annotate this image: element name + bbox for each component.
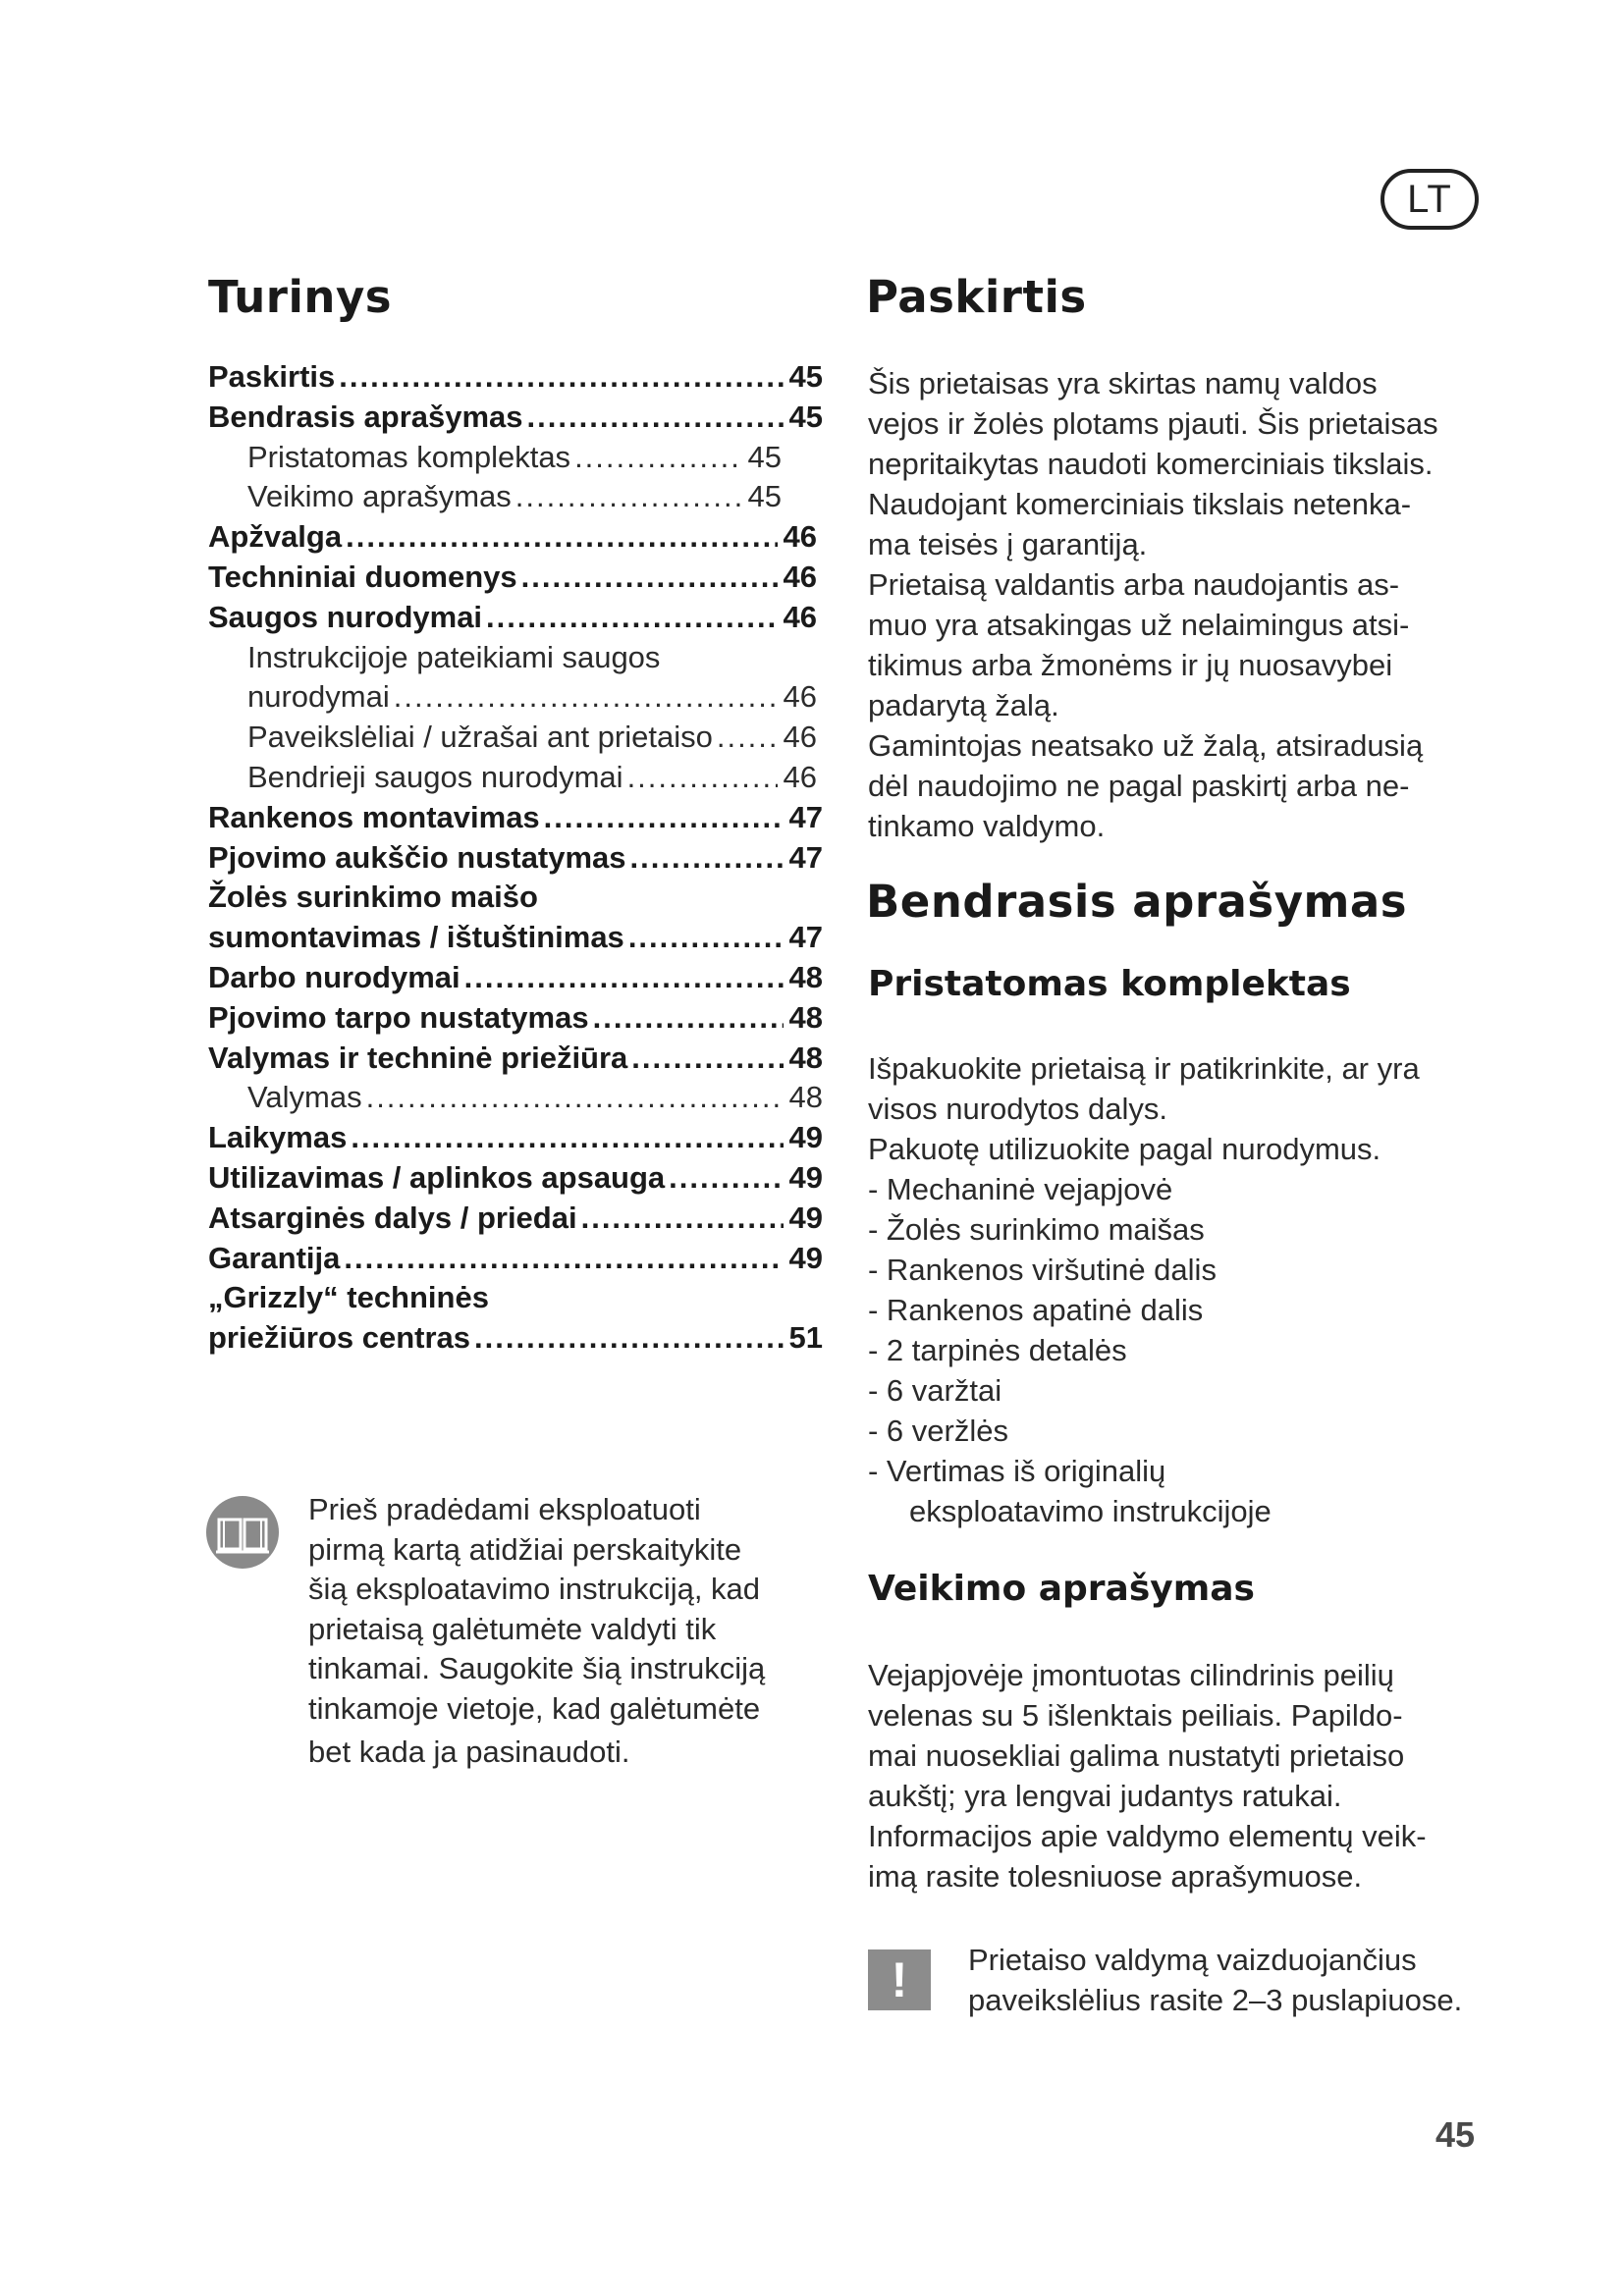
toc-entry-page: 49 — [788, 1159, 823, 1195]
toc-entry-storage[interactable] — [208, 1120, 823, 1160]
toc-entry-disposal[interactable] — [208, 1160, 823, 1201]
list-item: - Vertimas iš originalių — [868, 1454, 1166, 1488]
text-line: Išpakuokite prietaisą ir patikrinkite, ar yra — [868, 1051, 1420, 1086]
exclamation-mark: ! — [891, 1952, 908, 2007]
toc-entry-overview[interactable] — [208, 519, 823, 560]
toc-entry-page: 46 — [783, 519, 817, 555]
toc-entry-label: „Grizzly“ techninės — [208, 1280, 489, 1315]
text-line: muo yra atsakingas už nelaimingus atsi- — [868, 608, 1410, 642]
text-line: mai nuosekliai galima nustatyti prietaiso — [868, 1738, 1405, 1773]
toc-entry-page: 48 — [788, 1040, 823, 1075]
toc-entry-label: Techniniai duomenys — [208, 559, 517, 594]
toc-entry-label: priežiūros centras — [208, 1320, 471, 1356]
function-text — [868, 1655, 1496, 1896]
book-icon — [204, 1494, 281, 1571]
toc-entry-page: 51 — [788, 1320, 823, 1356]
text-line: Prietaisą valdantis arba naudojantis as- — [868, 567, 1400, 602]
toc-entry-page: 46 — [783, 720, 817, 755]
toc-entry-grass-bag[interactable] — [208, 880, 823, 920]
toc-entry-function[interactable] — [208, 479, 823, 519]
toc-entry-service-center-cont[interactable] — [208, 1320, 823, 1361]
purpose-title: Paskirtis — [866, 271, 1087, 323]
list-item: - Mechaninė vejapjovė — [868, 1172, 1173, 1206]
toc-entry-cut-gap[interactable] — [208, 1000, 823, 1041]
toc-entry-cleaning[interactable] — [208, 1080, 823, 1120]
toc-title: Turinys — [208, 271, 393, 323]
toc-entry-label: Paveikslėliai / užrašai ant prietaiso — [247, 720, 713, 755]
toc-entry-label: Veikimo aprašymas — [247, 479, 512, 514]
text-line: Informacijos apie valdymo elementų veik- — [868, 1819, 1427, 1853]
text-line: nepritaikytas naudoti komerciniais tikslais. — [868, 447, 1434, 481]
list-item — [868, 1491, 1496, 1531]
toc-entry-label: Bendrasis aprašymas — [208, 399, 523, 434]
toc-entry-spare-parts[interactable] — [208, 1201, 823, 1241]
toc-entry-general-safety[interactable] — [208, 760, 823, 800]
toc-entry-label: Pjovimo tarpo nustatymas — [208, 999, 589, 1035]
toc-entry-label: Instrukcijoje pateikiami saugos — [247, 639, 661, 674]
toc-entry-page: 46 — [783, 679, 817, 715]
toc-entry-label: Apžvalga — [208, 519, 343, 555]
toc-entry-label: sumontavimas / ištuštinimas — [208, 920, 624, 955]
exclamation-icon — [868, 1949, 931, 2010]
toc-entry-scope[interactable] — [208, 440, 823, 480]
text-line: padarytą žalą. — [868, 688, 1059, 722]
toc-entry-label: nurodymai — [247, 679, 390, 715]
function-title: Veikimo aprašymas — [868, 1569, 1255, 1609]
toc-entry-page: 46 — [783, 559, 817, 594]
toc-entry-page: 46 — [783, 599, 817, 634]
text-line: Vejapjovėje įmontuotas cilindrinis peilių — [868, 1658, 1394, 1692]
list-item: - Rankenos viršutinė dalis — [868, 1253, 1217, 1287]
toc-entry-page: 45 — [788, 399, 823, 434]
toc-entry-page: 46 — [783, 759, 817, 794]
note-line: šią eksploatavimo instrukciją, kad — [308, 1572, 761, 1606]
toc-entry-page: 49 — [788, 1120, 823, 1155]
language-code: LT — [1407, 177, 1452, 221]
note-line: bet kada ja pasinaudoti. — [308, 1735, 630, 1769]
toc-entry-label: Saugos nurodymai — [208, 599, 483, 634]
toc-entry-page: 49 — [788, 1200, 823, 1235]
toc-entry-label: Rankenos montavimas — [208, 799, 540, 834]
toc-entry-maintenance[interactable] — [208, 1041, 823, 1081]
list-item: - Rankenos apatinė dalis — [868, 1293, 1204, 1327]
list-item: - 2 tarpinės detalės — [868, 1333, 1127, 1367]
text-line: aukštį; yra lengvai judantys ratukai. — [868, 1779, 1342, 1813]
text-line: vejos ir žolės plotams pjauti. Šis prietaisas — [868, 406, 1438, 441]
toc-entry-technical-data[interactable] — [208, 560, 823, 600]
toc-entry-symbols[interactable] — [208, 720, 823, 760]
note-line: prietaisą galėtumėte valdyti tik — [308, 1611, 717, 1646]
note-line: tinkamai. Saugokite šią instrukciją — [308, 1651, 766, 1685]
read-manual-note — [308, 1490, 839, 1773]
toc-entry-safety-in-manual-cont[interactable] — [208, 679, 823, 720]
toc-entry-page: 47 — [788, 920, 823, 955]
toc-entry-page: 48 — [788, 1080, 823, 1115]
toc-entry-label: Žolės surinkimo maišo — [208, 880, 538, 915]
toc-entry-label: Valymas — [247, 1080, 362, 1115]
toc-entry-page: 45 — [747, 439, 782, 474]
toc-entry-page: 48 — [788, 959, 823, 994]
table-of-contents — [208, 359, 823, 1361]
text-line: tikimus arba žmonėms ir jų nuosavybei — [868, 648, 1393, 682]
text-line: Naudojant komerciniais tikslais netenka- — [868, 487, 1412, 521]
list-item: - 6 veržlės — [868, 1414, 1008, 1448]
scope-text — [868, 1048, 1496, 1531]
note-line: tinkamoje vietoje, kad galėtumėte — [308, 1690, 761, 1726]
text-line: Šis prietaisas yra skirtas namų valdos — [868, 366, 1378, 400]
toc-entry-label: Atsarginės dalys / priedai — [208, 1200, 577, 1235]
toc-entry-warranty[interactable] — [208, 1241, 823, 1281]
note-line: Prieš pradėdami eksploatuoti — [308, 1492, 701, 1526]
toc-entry-handle-assembly[interactable] — [208, 800, 823, 840]
toc-entry-cut-height[interactable] — [208, 840, 823, 881]
note-line: pirmą kartą atidžiai perskaitykite — [308, 1531, 742, 1567]
toc-entry-safety-in-manual[interactable] — [208, 640, 823, 680]
text-line: paveikslėlius rasite 2–3 puslapiuose. — [968, 1983, 1463, 2017]
text-line: Prietaiso valdymą vaizduojančius — [968, 1943, 1417, 1977]
scope-items-list — [868, 1169, 1496, 1531]
toc-entry-page: 49 — [788, 1240, 823, 1275]
toc-entry-label: Darbo nurodymai — [208, 959, 460, 994]
toc-entry-service-center[interactable] — [208, 1280, 823, 1320]
toc-entry-page: 45 — [788, 359, 823, 394]
page-number: 45 — [1435, 2114, 1476, 2155]
toc-entry-general[interactable] — [208, 400, 823, 440]
list-item: - Žolės surinkimo maišas — [868, 1212, 1205, 1247]
text-line: Pakuotę utilizuokite pagal nurodymus. — [868, 1132, 1381, 1166]
list-item: - 6 varžtai — [868, 1373, 1002, 1408]
toc-entry-page: 45 — [747, 479, 782, 514]
toc-entry-label: Laikymas — [208, 1120, 348, 1155]
list-item-continuation: eksploatavimo instrukcijoje — [909, 1494, 1272, 1528]
toc-entry-label: Utilizavimas / aplinkos apsauga — [208, 1159, 666, 1195]
text-line: dėl naudojimo ne pagal paskirtį arba ne- — [868, 769, 1410, 803]
purpose-text — [868, 363, 1496, 846]
toc-entry-label: Pristatomas komplektas — [247, 439, 571, 474]
text-line: imą rasite tolesniuose aprašymuose. — [868, 1859, 1363, 1894]
toc-entry-label: Pjovimo aukščio nustatymas — [208, 839, 626, 875]
toc-entry-page: 48 — [788, 999, 823, 1035]
scope-title: Pristatomas komplektas — [868, 964, 1351, 1004]
toc-entry-label: Valymas ir techninė priežiūra — [208, 1040, 628, 1075]
general-title: Bendrasis aprašymas — [866, 876, 1408, 928]
text-line: ma teisės į garantiją. — [868, 527, 1148, 561]
text-line: Gamintojas neatsako už žalą, atsiradusią — [868, 728, 1424, 763]
toc-entry-page: 47 — [788, 839, 823, 875]
text-line: velenas su 5 išlenktais peiliais. Papildo- — [868, 1698, 1403, 1733]
language-badge — [1380, 169, 1479, 230]
text-line: visos nurodytos dalys. — [868, 1092, 1167, 1126]
toc-entry-safety[interactable] — [208, 600, 823, 640]
text-line: tinkamo valdymo. — [868, 809, 1106, 843]
toc-entry-label: Garantija — [208, 1240, 341, 1275]
toc-entry-work-instructions[interactable] — [208, 960, 823, 1000]
figures-note — [968, 1940, 1518, 2020]
toc-entry-label: Bendrieji saugos nurodymai — [247, 759, 623, 794]
toc-entry-paskirtis[interactable] — [208, 359, 823, 400]
toc-entry-label: Paskirtis — [208, 359, 336, 394]
toc-entry-grass-bag-cont[interactable] — [208, 920, 823, 960]
toc-entry-page: 47 — [788, 799, 823, 834]
